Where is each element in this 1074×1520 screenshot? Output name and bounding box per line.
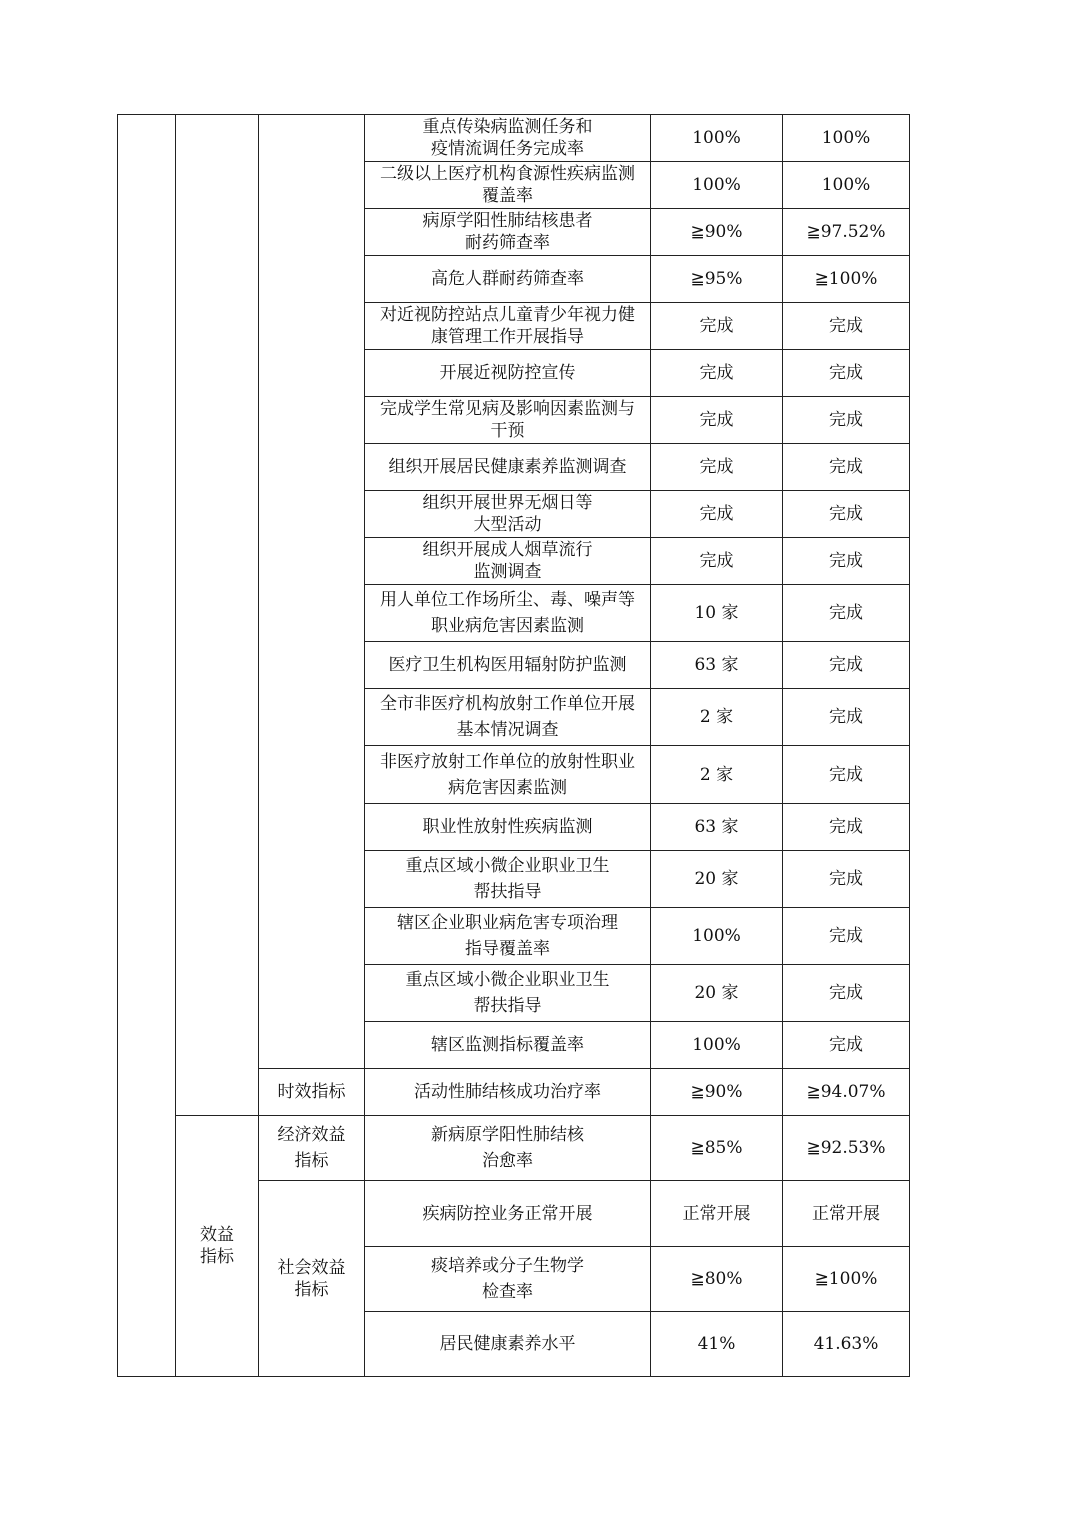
category-cell: 效益 指标	[176, 1116, 259, 1377]
target-value-cell: 完成	[651, 444, 783, 491]
target-value-cell: 完成	[651, 491, 783, 538]
indicator-cell: 对近视防控站点儿童青少年视力健 康管理工作开展指导	[365, 303, 651, 350]
actual-value-cell: 完成	[783, 851, 910, 908]
table-row	[118, 115, 910, 162]
target-value-cell: ≧95%	[651, 256, 783, 303]
indicator-cell: 组织开展世界无烟日等 大型活动	[365, 491, 651, 538]
indicator-cell: 组织开展成人烟草流行 监测调查	[365, 538, 651, 585]
actual-value-cell: 完成	[783, 1022, 910, 1069]
indicator-cell: 病原学阳性肺结核患者 耐药筛查率	[365, 209, 651, 256]
indicator-cell: 用人单位工作场所尘、毒、噪声等 职业病危害因素监测	[365, 585, 651, 642]
indicator-cell: 高危人群耐药筛查率	[365, 256, 651, 303]
target-value-cell: 2 家	[651, 746, 783, 804]
outer-blank-cell	[118, 115, 176, 1377]
category-blank-cell	[176, 115, 259, 1116]
actual-value-cell: ≧97.52%	[783, 209, 910, 256]
actual-value-cell: 完成	[783, 689, 910, 746]
target-value-cell: ≧90%	[651, 1069, 783, 1116]
actual-value-cell: 完成	[783, 397, 910, 444]
target-value-cell: 63 家	[651, 804, 783, 851]
actual-value-cell: 100%	[783, 115, 910, 162]
target-value-cell: ≧90%	[651, 209, 783, 256]
subcategory-cell: 经济效益 指标	[259, 1116, 365, 1181]
indicator-cell: 全市非医疗机构放射工作单位开展 基本情况调查	[365, 689, 651, 746]
target-value-cell: 20 家	[651, 965, 783, 1022]
target-value-cell: 完成	[651, 538, 783, 585]
indicator-cell: 完成学生常见病及影响因素监测与 干预	[365, 397, 651, 444]
target-value-cell: 完成	[651, 303, 783, 350]
indicator-cell: 非医疗放射工作单位的放射性职业 病危害因素监测	[365, 746, 651, 804]
actual-value-cell: ≧92.53%	[783, 1116, 910, 1181]
indicator-cell: 辖区监测指标覆盖率	[365, 1022, 651, 1069]
indicator-cell: 痰培养或分子生物学 检查率	[365, 1247, 651, 1312]
indicator-cell: 二级以上医疗机构食源性疾病监测 覆盖率	[365, 162, 651, 209]
actual-value-cell: 完成	[783, 585, 910, 642]
subcategory-cell: 社会效益 指标	[259, 1181, 365, 1377]
target-value-cell: ≧85%	[651, 1116, 783, 1181]
indicator-cell: 疾病防控业务正常开展	[365, 1181, 651, 1247]
target-value-cell: 41%	[651, 1312, 783, 1377]
target-value-cell: 100%	[651, 908, 783, 965]
indicator-cell: 重点区域小微企业职业卫生 帮扶指导	[365, 851, 651, 908]
actual-value-cell: ≧100%	[783, 1247, 910, 1312]
actual-value-cell: 完成	[783, 642, 910, 689]
target-value-cell: 正常开展	[651, 1181, 783, 1247]
actual-value-cell: 完成	[783, 908, 910, 965]
indicator-cell: 重点区域小微企业职业卫生 帮扶指导	[365, 965, 651, 1022]
indicator-cell: 职业性放射性疾病监测	[365, 804, 651, 851]
target-value-cell: 2 家	[651, 689, 783, 746]
target-value-cell: 100%	[651, 115, 783, 162]
target-value-cell: 完成	[651, 350, 783, 397]
actual-value-cell: 完成	[783, 444, 910, 491]
target-value-cell: 20 家	[651, 851, 783, 908]
indicator-cell: 活动性肺结核成功治疗率	[365, 1069, 651, 1116]
actual-value-cell: ≧100%	[783, 256, 910, 303]
target-value-cell: 100%	[651, 162, 783, 209]
table-row	[118, 1116, 910, 1181]
indicator-cell: 医疗卫生机构医用辐射防护监测	[365, 642, 651, 689]
indicator-cell: 居民健康素养水平	[365, 1312, 651, 1377]
target-value-cell: 完成	[651, 397, 783, 444]
actual-value-cell: 完成	[783, 303, 910, 350]
indicator-cell: 开展近视防控宣传	[365, 350, 651, 397]
actual-value-cell: 100%	[783, 162, 910, 209]
target-value-cell: ≧80%	[651, 1247, 783, 1312]
indicator-cell: 重点传染病监测任务和 疫情流调任务完成率	[365, 115, 651, 162]
target-value-cell: 10 家	[651, 585, 783, 642]
subcategory-cell: 时效指标	[259, 1069, 365, 1116]
actual-value-cell: 完成	[783, 746, 910, 804]
target-value-cell: 63 家	[651, 642, 783, 689]
indicator-cell: 新病原学阳性肺结核 治愈率	[365, 1116, 651, 1181]
target-value-cell: 100%	[651, 1022, 783, 1069]
indicator-cell: 辖区企业职业病危害专项治理 指导覆盖率	[365, 908, 651, 965]
indicator-cell: 组织开展居民健康素养监测调查	[365, 444, 651, 491]
performance-indicator-table	[117, 114, 910, 1377]
actual-value-cell: 完成	[783, 965, 910, 1022]
subcategory-blank-cell	[259, 115, 365, 1069]
actual-value-cell: 完成	[783, 538, 910, 585]
actual-value-cell: 正常开展	[783, 1181, 910, 1247]
actual-value-cell: 完成	[783, 350, 910, 397]
actual-value-cell: ≧94.07%	[783, 1069, 910, 1116]
actual-value-cell: 41.63%	[783, 1312, 910, 1377]
actual-value-cell: 完成	[783, 491, 910, 538]
actual-value-cell: 完成	[783, 804, 910, 851]
